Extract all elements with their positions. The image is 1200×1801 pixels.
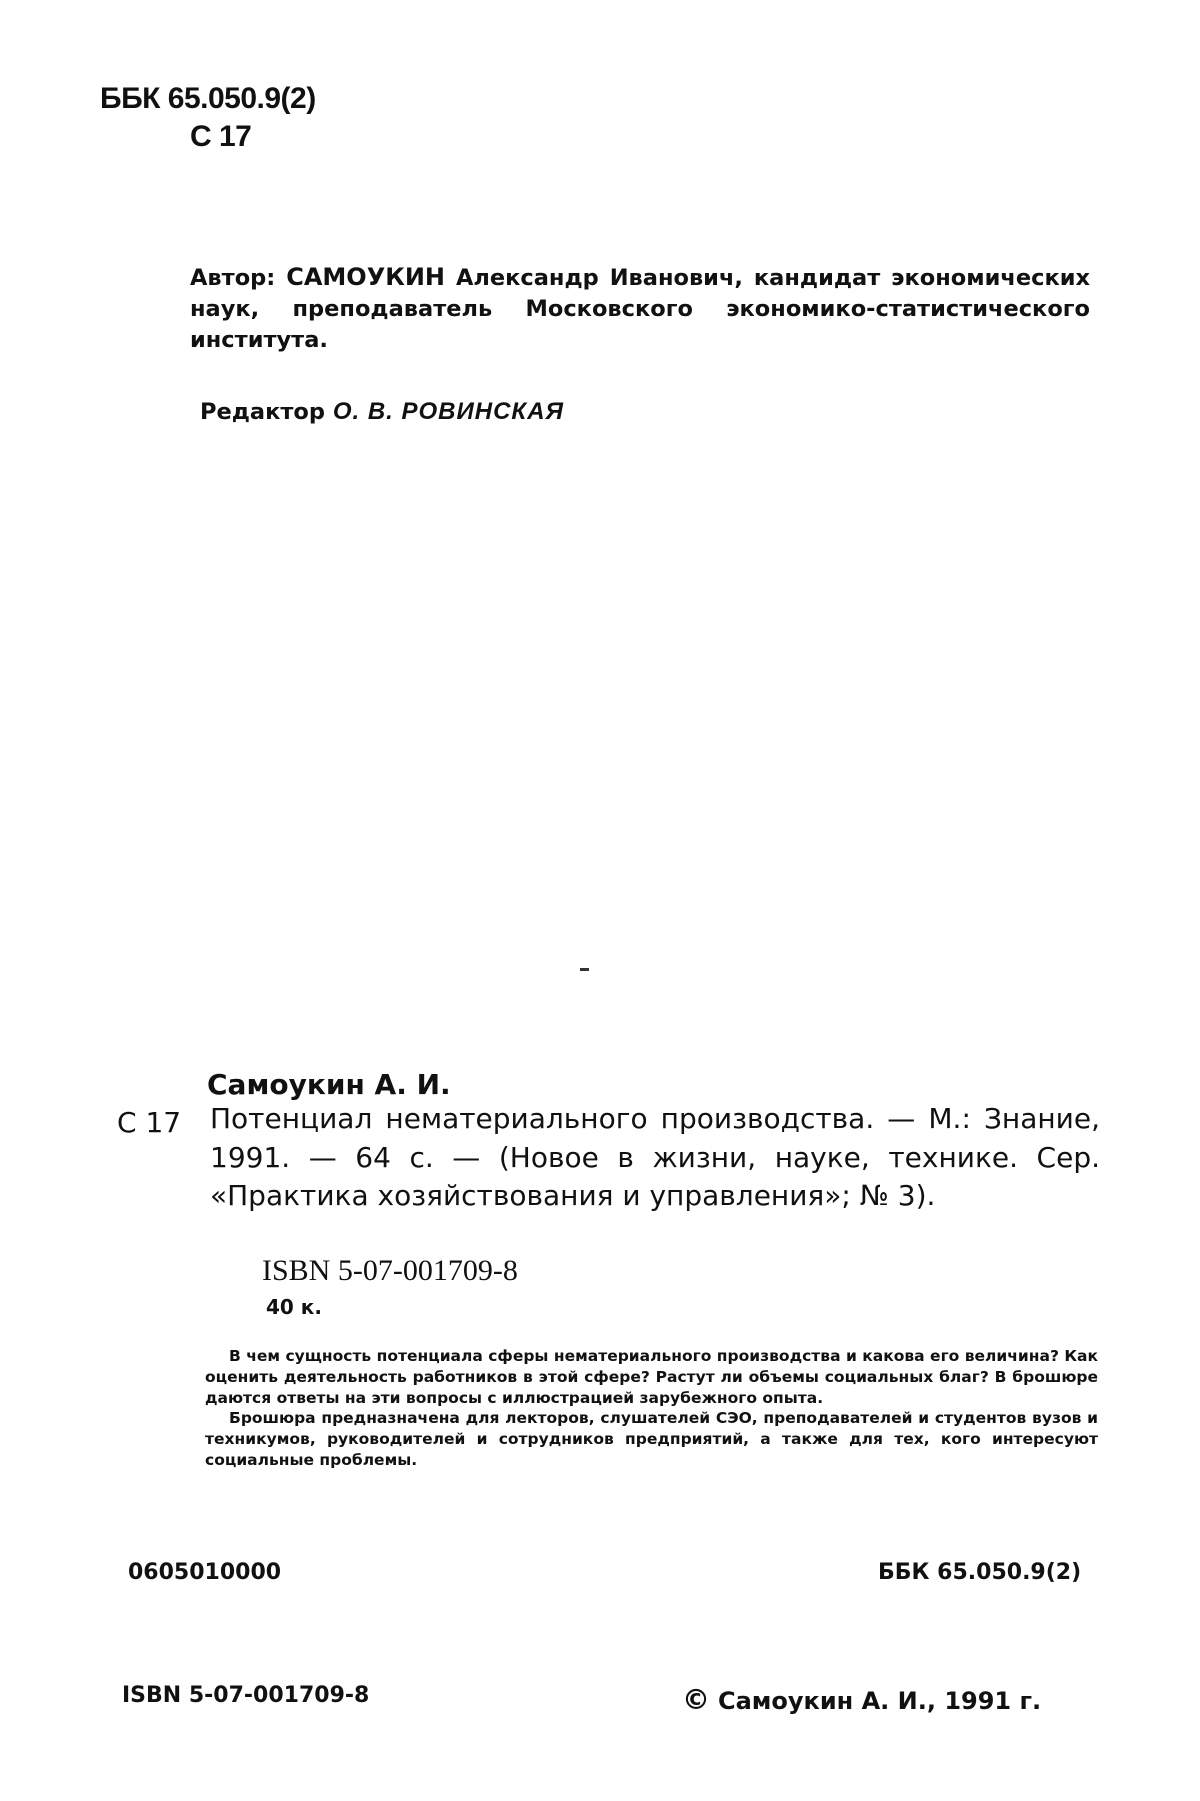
editor-label: Редактор [200, 399, 325, 425]
footer-isbn: ISBN 5-07-001709-8 [122, 1683, 370, 1708]
annotation-paragraph: В чем сущность потенциала сферы нематериального производства и какова его величина? Как оценить деятельность работников в этой сфере? Растут ли объемы социальных благ? В брошюре даются ответы на эти вопросы с иллюстрацией зарубежного опыта. [205, 1347, 1098, 1407]
editor-name: О. В. РОВИНСКАЯ [332, 398, 565, 425]
copyright-line [682, 1683, 1041, 1716]
footer-bbk: ББК 65.050.9(2) [878, 1560, 1082, 1585]
author-details: Александр Иванович, кандидат экономических наук, преподаватель Московского экономико-статистического института. [190, 265, 1091, 353]
catalog-card-author: Самоукин А. И. [207, 1068, 451, 1101]
bbk-code: ББК 65.050.9(2) [100, 82, 316, 115]
bbk-classification-header [100, 80, 316, 156]
catalog-card-price: 40 к. [266, 1295, 322, 1319]
author-surname: САМОУКИН [286, 263, 445, 291]
annotation-paragraph: Брошюра предназначена для лекторов, слушателей СЭО, преподавателей и студентов вузов и техникумов, руководителей и сотрудников предприятий, а также для тех, кого интересуют социальные проблемы. [205, 1409, 1098, 1469]
copyright-icon: © [682, 1683, 710, 1716]
annotation [205, 1346, 1098, 1471]
index-code: 0605010000 [128, 1560, 282, 1585]
author-note [190, 262, 1090, 356]
author-prefix: Автор: [190, 265, 276, 291]
author-sign-code: С 17 [190, 120, 252, 153]
copyright-text: Самоукин А. И., 1991 г. [718, 1687, 1042, 1715]
print-speck [580, 968, 589, 971]
editor-line [200, 398, 564, 426]
catalog-card-description: Потенциал нематериального производства. — М.: Знание, 1991. — 64 с. — (Новое в жизни, науке, технике. Сер. «Практика хозяйствования и управления»; № 3). [210, 1102, 1100, 1212]
catalog-card-isbn: ISBN 5-07-001709-8 [262, 1254, 518, 1287]
catalog-card-code: С 17 [117, 1106, 182, 1139]
